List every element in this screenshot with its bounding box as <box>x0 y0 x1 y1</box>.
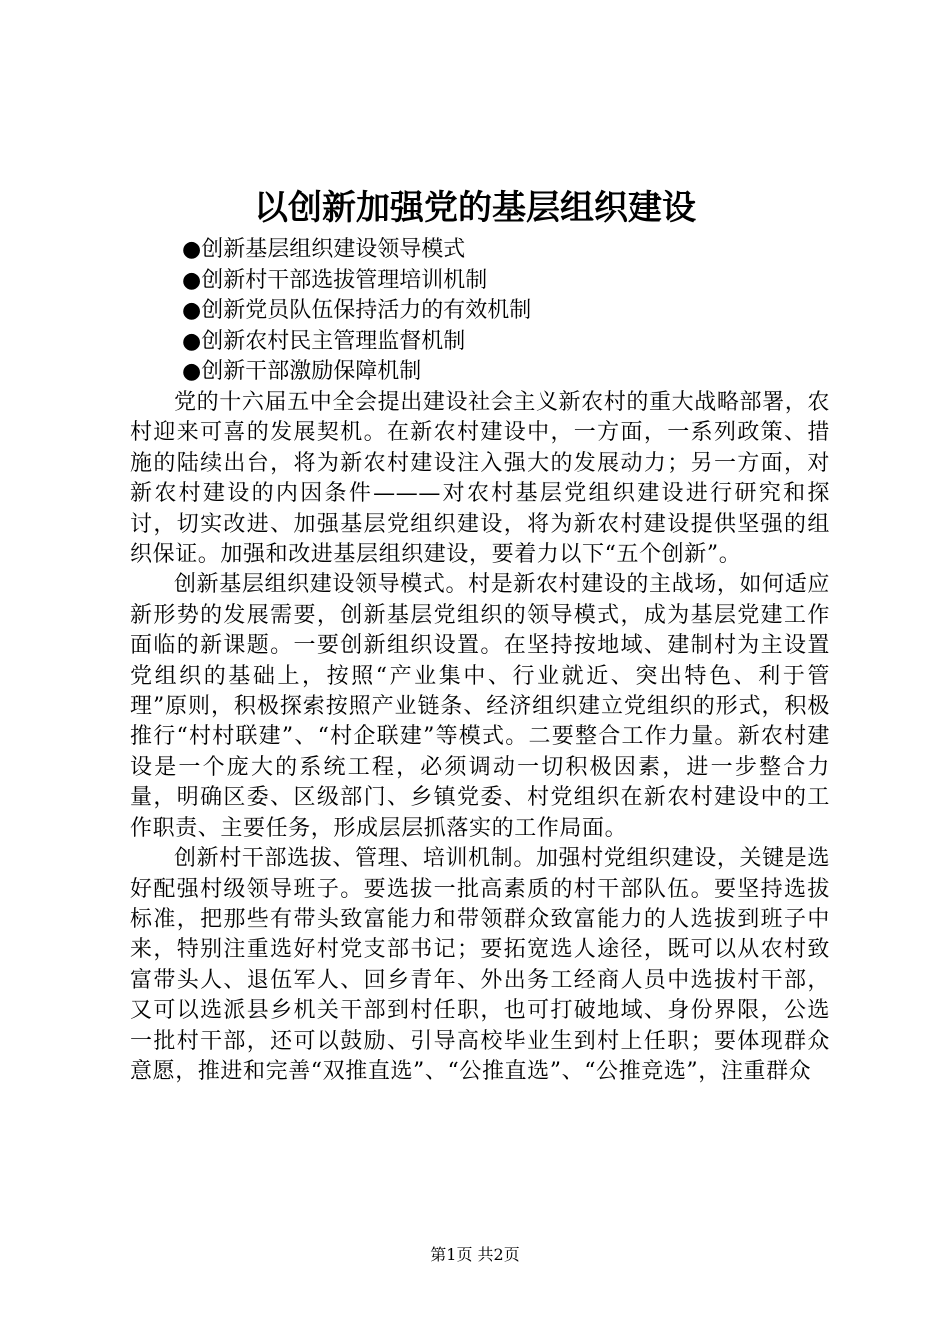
bullet-item: ●创新农村民主管理监督机制 <box>182 328 466 354</box>
paragraph: 创新村干部选拔、管理、培训机制。加强村党组织建设，关键是选好配强村级领导班子。要选拔一批高素质的村干部队伍。要坚持选拔标准，把那些有带头致富能力和带领群众致富能力的人选拔到班子中来，特别注重选好村党支部书记；要拓宽选人途径，既可以从农村致富带头人、退伍军人、回乡青年、外出务工经商人员中选拔村干部，又可以选派县乡机关干部到村任职，也可打破地域、身份界限，公选一批村干部，还可以鼓励、引导高校毕业生到村上任职；要体现群众意愿，推进和完善“双推直选”、“公推直选”、“公推竞选”，注重群众 <box>130 846 830 1084</box>
bullet-item: ●创新干部激励保障机制 <box>182 359 422 384</box>
document-title: 以创新加强党的基层组织建设 <box>254 188 696 228</box>
paragraph: 创新基层组织建设领导模式。村是新农村建设的主战场，如何适应新形势的发展需要，创新基层党组织的领导模式，成为基层党建工作面临的新课题。一要创新组织设置。在坚持按地域、建制村为主设置党组织的基础上，按照“产业集中、行业就近、突出特色、利于管理”原则，积极探索按照产业链条、经济组织建立党组织的形式，积极推行“村村联建”、“村企联建”等模式。二要整合工作力量。新农村建设是一个庞大的系统工程，必须调动一切积极因素，进一步整合力量，明确区委、区级部门、乡镇党委、村党组织在新农村建设中的工作职责、主要任务，形成层层抓落实的工作局面。 <box>130 572 830 841</box>
page-footer: 第1页 共2页 <box>430 1245 520 1264</box>
paragraph: 党的十六届五中全会提出建设社会主义新农村的重大战略部署，农村迎来可喜的发展契机。在新农村建设中，一方面，一系列政策、措施的陆续出台，将为新农村建设注入强大的发展动力；另一方面，对新农村建设的内因条件———对农村基层党组织建设进行研究和探讨，切实改进、加强基层党组织建设，将为新农村建设提供坚强的组织保证。加强和改进基层组织建设，要着力以下“五个创新”。 <box>130 390 830 568</box>
bullet-item: ●创新村干部选拔管理培训机制 <box>182 267 488 293</box>
bullet-list <box>182 235 842 388</box>
bullet-item: ●创新党员队伍保持活力的有效机制 <box>182 298 532 323</box>
bullet-item: ●创新基层组织建设领导模式 <box>182 237 466 262</box>
body-text <box>130 388 830 1087</box>
